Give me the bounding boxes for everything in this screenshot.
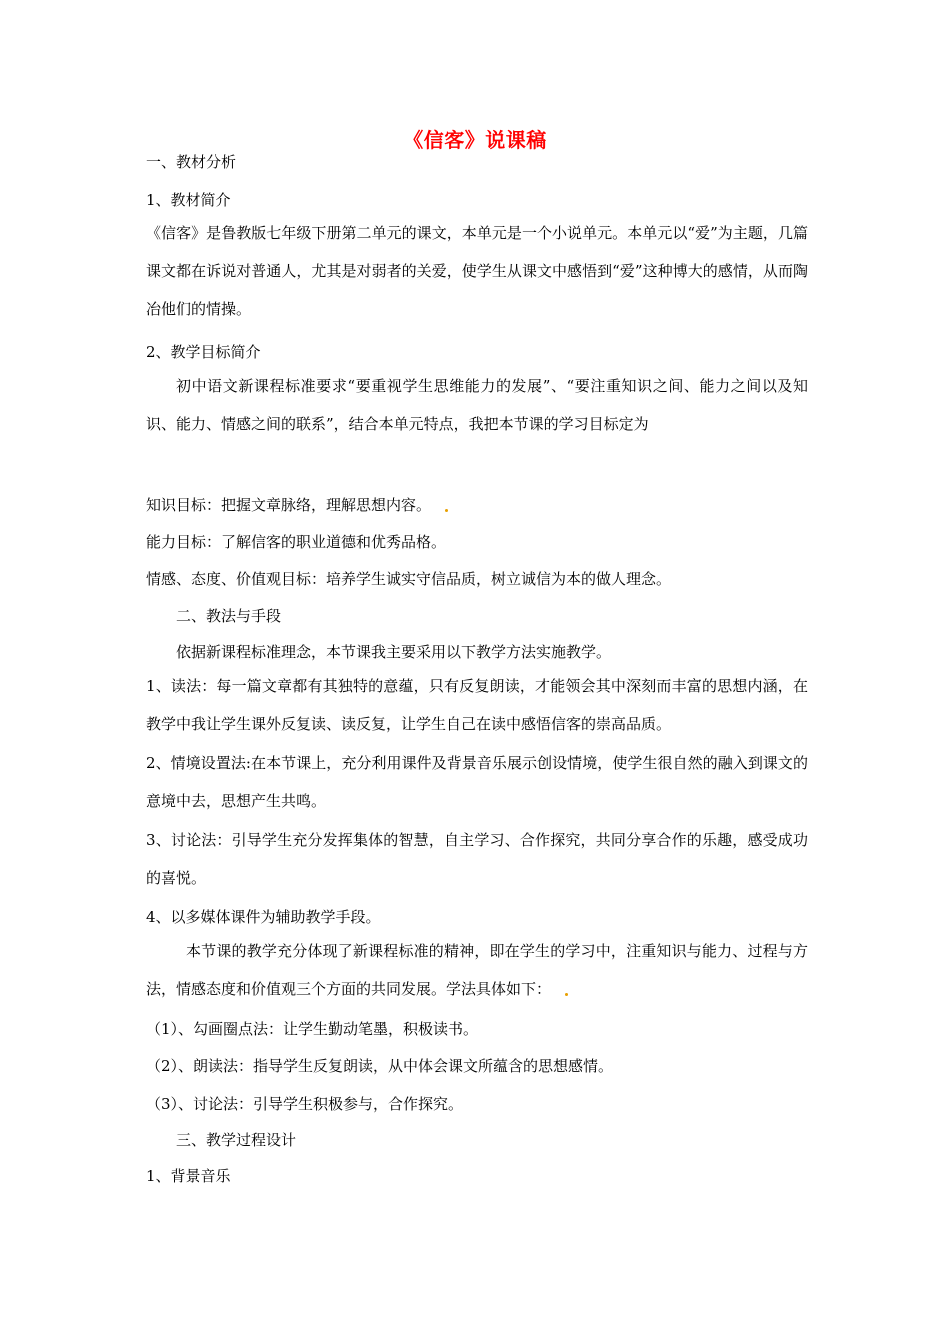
method-situation: 2、情境设置法:在本节课上，充分利用课件及背景音乐展示创设情境，使学生很自然的融入到课文的意境中去，思想产生共鸣。 [146,754,808,810]
learning-methods-summary [146,932,808,1008]
learning-methods-summary-text: 本节课的教学充分体现了新课程标准的精神，即在学生的学习中，注重知识与能力、过程与方法，情感态度和价值观三个方面的共同发展。学法具体如下： [146,942,808,998]
section-3-1-heading: 1、背景音乐 [146,1167,231,1185]
section-1-2-heading: 2、教学目标简介 [146,343,261,361]
section-2-intro: 依据新课程标准理念，本节课我主要采用以下教学方法实施教学。 [176,643,612,661]
method-reading: 1、读法：每一篇文章都有其独特的意蕴，只有反复朗读，才能领会其中深刻而丰富的思想内涵，在教学中我让学生课外反复读、读反复，让学生自己在读中感悟信客的崇高品质。 [146,677,808,733]
goal-ability: 能力目标：了解信客的职业道德和优秀品格。 [146,533,447,551]
section-2-heading: 二、教法与手段 [176,607,282,625]
mark-dot [565,993,568,996]
learning-method-3: （3）、讨论法：引导学生积极参与，合作探究。 [146,1095,464,1113]
goal-knowledge-text: 知识目标：把握文章脉络，理解思想内容。 [146,496,432,514]
goal-emotion: 情感、态度、价值观目标：培养学生诚实守信品质，树立诚信为本的做人理念。 [146,570,672,588]
learning-method-1: （1）、勾画圈点法：让学生勤动笔墨，积极读书。 [146,1020,479,1038]
mark-dot [445,509,448,512]
learning-method-2: （2）、朗读法：指导学生反复朗读，从中体会课文所蕴含的思想感情。 [146,1057,614,1075]
section-1-1-heading: 1、教材简介 [146,191,231,209]
page-title: 《信客》说课稿 [403,128,547,152]
section-1-heading: 一、教材分析 [146,153,237,171]
method-discussion: 3、讨论法：引导学生充分发挥集体的智慧，自主学习、合作探究，共同分享合作的乐趣，感受成功的喜悦。 [146,831,808,887]
goal-knowledge [146,495,448,515]
method-multimedia: 4、以多媒体课件为辅助教学手段。 [146,908,381,926]
goals-intro-paragraph: 初中语文新课程标准要求“要重视学生思维能力的发展”、“要注重知识之间、能力之间以及知识、能力、情感之间的联系”，结合本单元特点，我把本节课的学习目标定为 [146,377,808,433]
section-3-heading: 三、教学过程设计 [176,1131,297,1149]
textbook-intro-paragraph: 《信客》是鲁教版七年级下册第二单元的课文，本单元是一个小说单元。本单元以“爱”为主题，几篇课文都在诉说对普通人，尤其是对弱者的关爱，使学生从课文中感悟到“爱”这种博大的感情，从而陶冶他们的情操。 [146,224,808,318]
